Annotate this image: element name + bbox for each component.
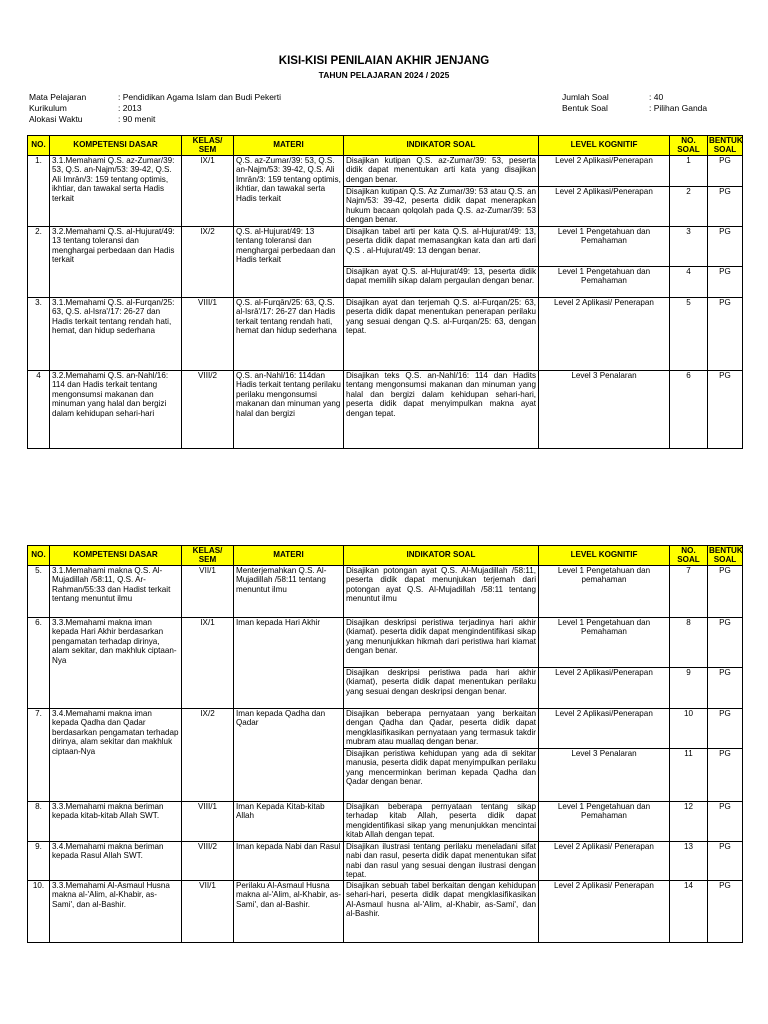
cell-kd: 3.1.Memahami makna Q.S. Al-Mujadillah /58:11, Q.S. Ar-Rahman/55:33 dan Hadist terkait tentang menuntut ilmu (50, 566, 182, 618)
cell-level: Level 1 Pengetahuan dan Pemahaman (539, 267, 670, 298)
cell-level: Level 3 Penalaran (539, 749, 670, 802)
cell-level: Level 1 Pengetahuan dan Pemahaman (539, 618, 670, 668)
cell-no: 3. (28, 298, 50, 371)
table-row (28, 842, 743, 881)
doc-title: KISI-KISI PENILAIAN AKHIR JENJANG (278, 55, 490, 67)
cell-bentuk: PG (708, 802, 743, 842)
cell-indikator: Disajikan ayat dan terjemah Q.S. al-Furqan/25: 63, peserta didik dapat menentukan penerapan perilaku yang sesuai dengan Q.S. al-Furqan/25: 63, dengan tepat. (344, 298, 539, 371)
cell-kelas: VIII/1 (182, 298, 234, 371)
cell-indikator: Disajikan teks Q.S. an-Nahl/16: 114 dan Hadits tentang mengonsumsi makanan dan minuman yang halal dan bergizi dalam kehidupan sehari-hari, peserta didik dapat menyimpulkan makna ayat dengan tepat. (344, 371, 539, 449)
cell-indikator: Disajikan sebuah tabel berkaitan dengan kehidupan sehari-hari, peserta didik dapat mengklasifikasikan Al-Asmaul husna al-'Alim, al-Khabir, as-Sami', dan al-Bashir. (344, 881, 539, 943)
cell-no: 8. (28, 802, 50, 842)
cell-no: 6. (28, 618, 50, 709)
cell-materi: Iman Kepada Kitab-kitab Allah (234, 802, 344, 842)
cell-indikator: Disajikan potongan ayat Q.S. Al-Mujadillah /58:11, peserta didik dapat menunjukan terjemah dari potongan ayat Q.S. Al-Mujadillah /58:11 tentang menuntut ilmu (344, 566, 539, 618)
cell-nosoal: 12 (670, 802, 708, 842)
header-level: LEVEL KOGNITIF (539, 136, 670, 156)
header-nosoal: NO. SOAL (670, 546, 708, 566)
cell-bentuk: PG (708, 156, 743, 187)
header-kelas: KELAS/ SEM (182, 546, 234, 566)
cell-kd: 3.4.Memahami makna iman kepada Qadha dan Qadar berdasarkan pengamatan terhadap dirinya, alam sekitar dan makhluk ciptaan-Nya (50, 709, 182, 802)
cell-kd: 3.2.Memahami Q.S. an-Nahl/16: 114 dan Hadis terkait tentang mengonsumsi makanan dan minuman yang halal dan bergizi dalam kehidupan sehari-hari (50, 371, 182, 449)
meta-value: : 40 (649, 92, 664, 102)
table-row (28, 881, 743, 943)
cell-level: Level 2 Aplikasi/ Penerapan (539, 842, 670, 881)
cell-nosoal: 8 (670, 618, 708, 668)
header-no: NO. (28, 546, 50, 566)
cell-kd: 3.1.Memahami Q.S. az-Zumar/39: 53, Q.S. an-Najm/53: 39-42, Q.S. Ali Imrān/3: 159 tentang optimis, ikhtiar, dan tawakal serta Hadis terkait (50, 156, 182, 227)
cell-level: Level 2 Aplikasi/Penerapan (539, 668, 670, 709)
cell-kelas: IX/2 (182, 227, 234, 298)
cell-kd: 3.2.Memahami Q.S. al-Hujurat/49: 13 tentang toleransi dan menghargai perbedaan dan Hadis terkait (50, 227, 182, 298)
cell-bentuk: PG (708, 371, 743, 449)
cell-nosoal: 6 (670, 371, 708, 449)
cell-bentuk: PG (708, 842, 743, 881)
cell-bentuk: PG (708, 749, 743, 802)
cell-bentuk: PG (708, 881, 743, 943)
cell-level: Level 1 Pengetahuan dan Pemahaman (539, 227, 670, 267)
cell-materi: Q.S. an-Nahl/16: 114dan Hadis terkait tentang perilaku perilaku mengonsumsi makanan dan minuman yang halal dan bergizi (234, 371, 344, 449)
cell-level: Level 2 Aplikasi/ Penerapan (539, 881, 670, 943)
meta-label: Bentuk Soal (562, 103, 608, 113)
header-level: LEVEL KOGNITIF (539, 546, 670, 566)
cell-bentuk: PG (708, 668, 743, 709)
cell-indikator: Disajikan ayat Q.S. al-Hujurat/49: 13, peserta didik dapat memilih sikap dalam pergaulan dengan benar. (344, 267, 539, 298)
cell-materi: Q.S. al-Hujurat/49: 13 tentang toleransi dan menghargai perbedaan dan Hadis terkait (234, 227, 344, 298)
header-materi: MATERI (234, 136, 344, 156)
meta-label: Kurikulum (29, 103, 67, 113)
cell-materi: Iman kepada Nabi dan Rasul (234, 842, 344, 881)
meta-value: : 90 menit (118, 114, 156, 124)
cell-no: 9. (28, 842, 50, 881)
cell-materi: Iman kepada Hari Akhir (234, 618, 344, 709)
cell-indikator: Disajikan kutipan Q.S. az-Zumar/39: 53, peserta didik dapat menentukan arti kata yang disajikan dengan benar. (344, 156, 539, 187)
header-bentuk: BENTUK SOAL (709, 545, 743, 564)
table-row (28, 618, 743, 668)
kisi-table-2 (27, 545, 743, 943)
cell-indikator: Disajikan ilustrasi tentang perilaku meneladani sifat nabi dan rasul, peserta didik dapat menentukan sifat nabi dan rasul yang sesuai dengan ilustrasi dengan tepat. (344, 842, 539, 881)
meta-label: Alokasi Waktu (29, 114, 83, 124)
cell-bentuk: PG (708, 267, 743, 298)
cell-nosoal: 1 (670, 156, 708, 187)
cell-materi: Q.S. al-Furqān/25: 63, Q.S. al-Isrā'/17: 26-27 dan Hadis terkait tentang rendah hati, hemat dan hidup sederhana (234, 298, 344, 371)
cell-level: Level 2 Aplikasi/Penerapan (539, 709, 670, 749)
meta-value: : Pendidikan Agama Islam dan Budi Pekerti (118, 92, 282, 102)
cell-nosoal: 10 (670, 709, 708, 749)
cell-nosoal: 5 (670, 298, 708, 371)
cell-kd: 3.3.Memahami Al-Asmaul Husna makna al-'Alim, al-Khabir, as-Sami', dan al-Bashir. (50, 881, 182, 943)
cell-level: Level 2 Aplikasi/ Penerapan (539, 298, 670, 371)
table-row (28, 227, 743, 267)
cell-nosoal: 2 (670, 187, 708, 227)
cell-nosoal: 14 (670, 881, 708, 943)
cell-level: Level 1 Pengetahuan dan pemahaman (539, 566, 670, 618)
cell-kd: 3.3.Memahami makna iman kepada Hari Akhir berdasarkan pengamatan terhadap dirinya, alam sekitar, dan makhluk ciptaan-Nya (50, 618, 182, 709)
cell-no: 1. (28, 156, 50, 227)
table-row (28, 298, 743, 371)
meta-left (29, 92, 281, 125)
cell-indikator: Disajikan peristiwa kehidupan yang ada di sekitar manusia, peserta didik dapat menyimpulkan perilaku yang mencerminkan beriman kepada Qadha dan Qadar dengan benar. (344, 749, 539, 802)
cell-indikator: Disajikan tabel arti per kata Q.S. al-Hujurat/49: 13, peserta didik dapat memasangkan kata dan arti dari Q.S . al-Hujurat/49: 13 dengan benar. (344, 227, 539, 267)
cell-bentuk: PG (708, 298, 743, 371)
cell-kelas: VII/1 (182, 566, 234, 618)
header-indikator: INDIKATOR SOAL (344, 546, 539, 566)
header-nosoal: NO. SOAL (670, 136, 708, 156)
cell-materi: Perilaku Al-Asmaul Husna makna al-'Alim, al-Khabir, as-Sami', dan al-Bashir. (234, 881, 344, 943)
cell-nosoal: 13 (670, 842, 708, 881)
cell-kelas: VIII/1 (182, 802, 234, 842)
cell-indikator: Disajikan deskripsi peristiwa terjadinya hari akhir (kiamat). peserta didik dapat mengindentifikasi sikap yang menunjukkan hikmah dari peristiwa hari kiamat dengan benar. (344, 618, 539, 668)
cell-nosoal: 11 (670, 749, 708, 802)
header-kelas: KELAS/ SEM (182, 136, 234, 156)
cell-indikator: Disajikan kutipan Q.S. Az Zumar/39: 53 atau Q.S. an Najm/53: 39-42, peserta didik dapat menerapkan hukum bacaan qolqolah pada Q.S. az-Zumar/39: 53 dengan benar. (344, 187, 539, 227)
cell-bentuk: PG (708, 566, 743, 618)
cell-no: 5. (28, 566, 50, 618)
cell-no: 10. (28, 881, 50, 943)
cell-bentuk: PG (708, 709, 743, 749)
meta-value: : 2013 (118, 103, 142, 113)
cell-bentuk: PG (708, 227, 743, 267)
meta-label: Mata Pelajaran (29, 92, 87, 102)
cell-kelas: VII/1 (182, 881, 234, 943)
cell-kelas: IX/1 (182, 618, 234, 709)
cell-level: Level 1 Pengetahuan dan Pemahaman (539, 802, 670, 842)
meta-right (562, 92, 707, 114)
cell-indikator: Disajikan deskripsi peristiwa pada hari akhir (kiamat), peserta didik dapat menentukan perilaku yang sesuai dengan deskripsi dengan benar. (344, 668, 539, 709)
header-materi: MATERI (234, 546, 344, 566)
cell-bentuk: PG (708, 618, 743, 668)
doc-subtitle: TAHUN PELAJARAN 2024 / 2025 (318, 70, 450, 80)
header-kd: KOMPETENSI DASAR (50, 546, 182, 566)
cell-kelas: VIII/2 (182, 371, 234, 449)
header-kd: KOMPETENSI DASAR (50, 136, 182, 156)
cell-no: 4 (28, 371, 50, 449)
table-row (28, 709, 743, 749)
cell-nosoal: 9 (670, 668, 708, 709)
cell-nosoal: 3 (670, 227, 708, 267)
header-no: NO. (28, 136, 50, 156)
cell-level: Level 2 Aplikasi/Penerapan (539, 156, 670, 187)
cell-kelas: IX/2 (182, 709, 234, 802)
cell-materi: Menterjemahkan Q.S. Al-Mujadillah /58:11 tentang menuntut ilmu (234, 566, 344, 618)
table-row (28, 802, 743, 842)
cell-kelas: VIII/2 (182, 842, 234, 881)
cell-kelas: IX/1 (182, 156, 234, 227)
cell-nosoal: 4 (670, 267, 708, 298)
cell-nosoal: 7 (670, 566, 708, 618)
header-indikator: INDIKATOR SOAL (344, 136, 539, 156)
table-row (28, 566, 743, 618)
cell-materi: Q.S. az-Zumar/39: 53, Q.S. an-Najm/53: 39-42, Q.S. Ali Imrān/3: 159 tentang optimis, ikhtiar, dan tawakal serta Hadis terkait (234, 156, 344, 227)
table-row (28, 156, 743, 187)
kisi-table-1 (27, 135, 743, 449)
cell-no: 7. (28, 709, 50, 802)
cell-level: Level 2 Aplikasi/Penerapan (539, 187, 670, 227)
cell-no: 2. (28, 227, 50, 298)
cell-indikator: Disajikan beberapa pernyataan tentang sikap terhadap kitab Allah, peserta didik dapat mengidentifikasi sikap yang menunjukkan mencintai kitab Allah dengan tepat. (344, 802, 539, 842)
cell-kd: 3.3.Memahami makna beriman kepada kitab-kitab Allah SWT. (50, 802, 182, 842)
cell-kd: 3.4.Memahami makna beriman kepada Rasul Allah SWT. (50, 842, 182, 881)
cell-indikator: Disajikan beberapa pernyataan yang berkaitan dengan Qadha dan Qadar, peserta didik dapat mengklasifikasikan pernyataan yang termasuk takdir mubram atau muallaq dengan benar. (344, 709, 539, 749)
cell-materi: Iman kepada Qadha dan Qadar (234, 709, 344, 802)
header-bentuk: BENTUK SOAL (709, 135, 743, 154)
meta-value: : Pilihan Ganda (649, 103, 708, 113)
cell-bentuk: PG (708, 187, 743, 227)
cell-kd: 3.1.Memahami Q.S. al-Furqan/25: 63, Q.S. al-Isra'/17: 26-27 dan Hadis terkait tentang rendah hati, hemat, dan hidup sederhana (50, 298, 182, 371)
cell-level: Level 3 Penalaran (539, 371, 670, 449)
meta-label: Jumlah Soal (562, 92, 609, 102)
table-row (28, 371, 743, 449)
